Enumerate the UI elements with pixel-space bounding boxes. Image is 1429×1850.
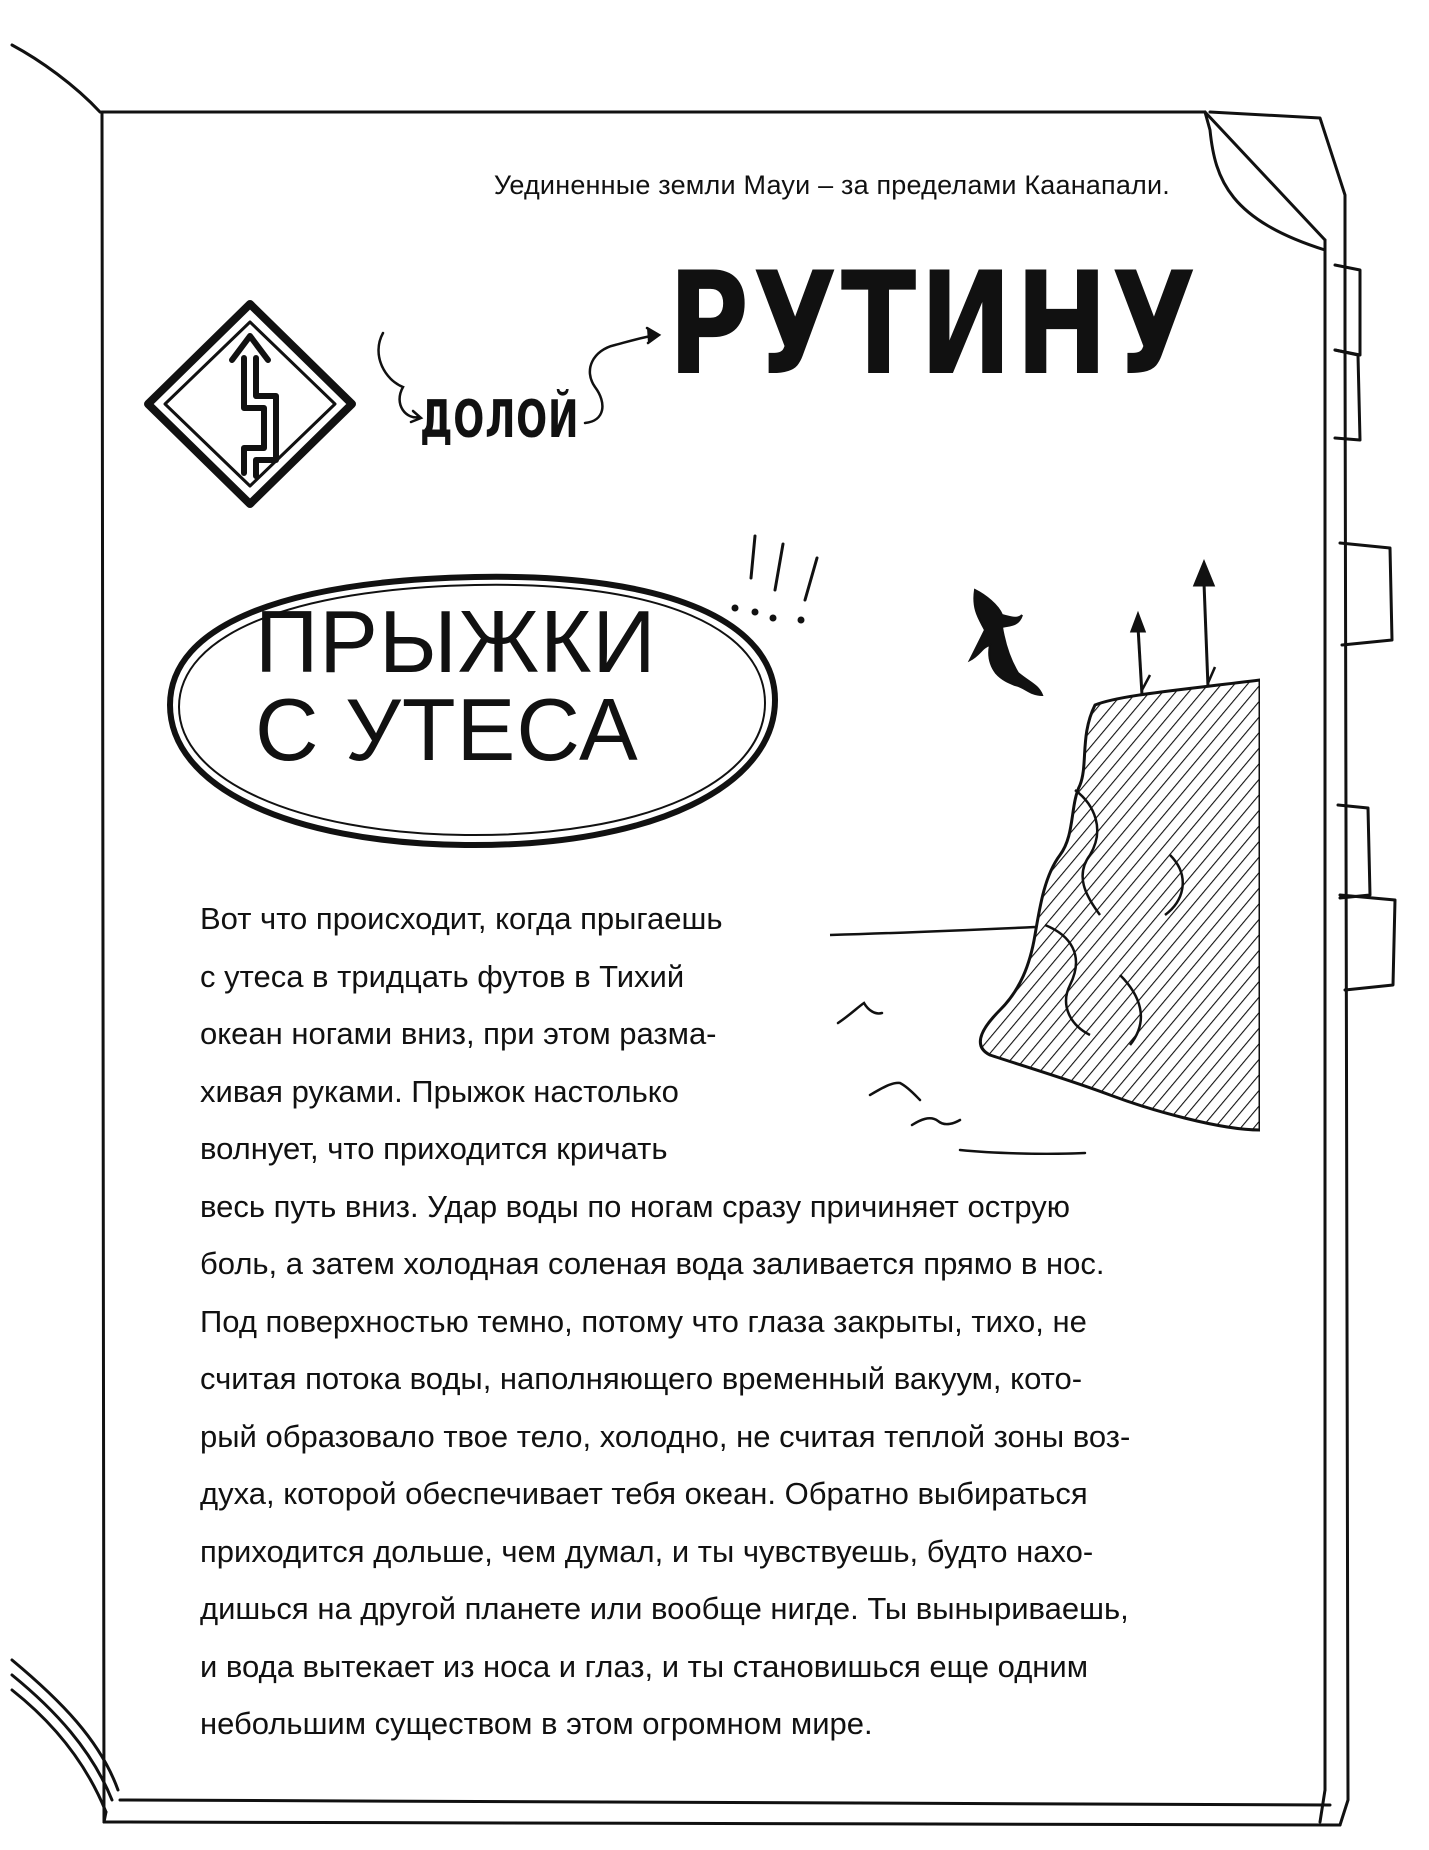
section-heading [255,592,715,779]
article-line: океан ногами вниз, при этом разма- [200,1016,717,1051]
section-heading-line: С УТЕСА [255,680,639,779]
article-line: волнует, что приходится кричать [200,1131,668,1166]
article-line: дишься на другой планете или вообще нигде. Ты выныриваешь, [200,1591,1129,1626]
section-heading-line: ПРЫЖКИ [255,592,657,691]
article-line: хивая руками. Прыжок настолько [200,1073,679,1109]
article-line: духа, которой обеспечивает тебя океан. Обратно выбираться [200,1476,1088,1511]
article-line: рый образовало твое тело, холодно, не считая теплой зоны воз- [200,1418,1131,1454]
article-line: и вода вытекает из носа и глаз, и ты становишься еще одним [200,1648,1089,1684]
article-line: Под поверхностью темно, потому что глаза закрыты, тихо, не [200,1303,1087,1339]
page-subtitle: Уединенные земли Мауи – за пределами Каанапали. [493,170,1170,200]
article-line: с утеса в тридцать футов в Тихий [200,958,685,994]
kicker-text: ДОЛОЙ [420,390,580,450]
article-line: небольшим существом в этом огромном мире. [200,1706,873,1741]
article-body [200,890,1260,1753]
page-title: РУТИНУ [668,242,1200,407]
article-line: приходится дольше, чем думал, и ты чувствуешь, будто нахо- [200,1533,1094,1569]
article-line: боль, а затем холодная соленая вода заливается прямо в нос. [200,1246,1105,1281]
article-line: весь путь вниз. Удар воды по ногам сразу причиняет острую [200,1188,1071,1224]
article-line: Вот что происходит, когда прыгаешь [200,901,723,936]
article-line: считая потока воды, наполняющего временный вакуум, кото- [200,1361,1083,1396]
road-sign-icon [140,298,360,510]
